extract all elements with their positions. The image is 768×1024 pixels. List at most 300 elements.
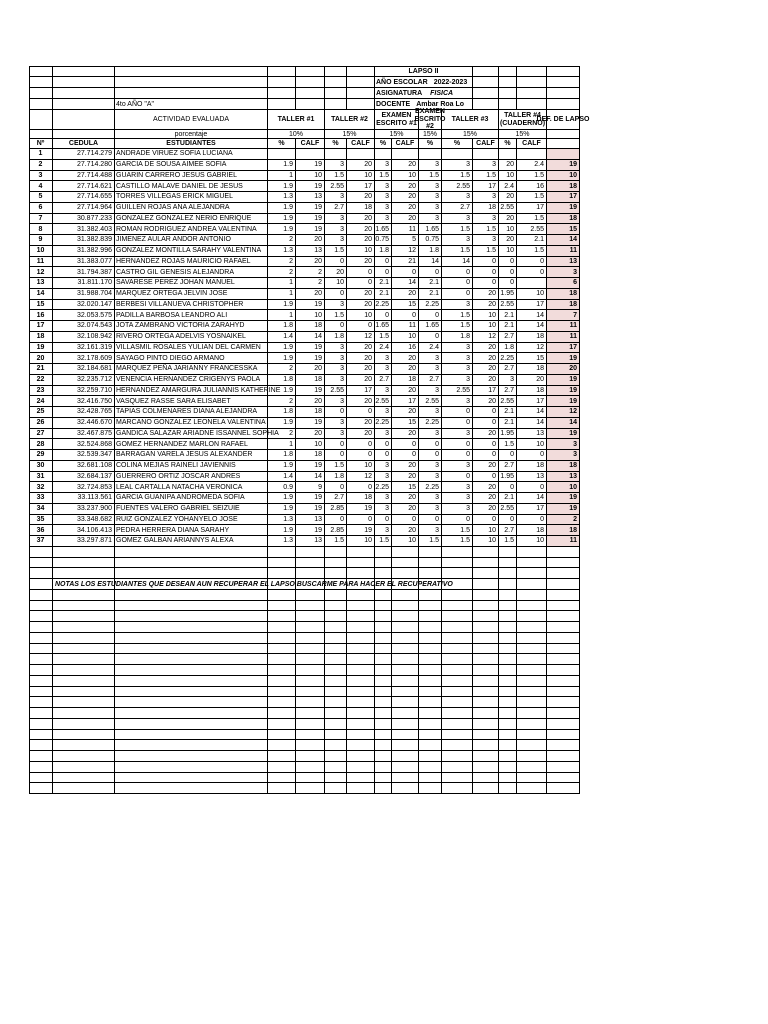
score-cell: 0 [473, 267, 499, 278]
score-cell: 2.25 [375, 300, 392, 311]
empty-cell [547, 687, 580, 698]
score-cell: 20 [473, 343, 499, 354]
cedula-cell: 32.446.670 [53, 418, 115, 429]
score-cell: 10 [296, 310, 325, 321]
row-number: 17 [29, 321, 53, 332]
empty-cell [53, 708, 115, 719]
col-pct: % [442, 139, 473, 149]
empty-cell [296, 568, 325, 579]
empty-cell [268, 676, 296, 687]
score-cell: 20 [347, 257, 375, 268]
empty-cell [347, 751, 375, 762]
score-cell: 20 [392, 429, 419, 440]
score-cell: 20 [473, 289, 499, 300]
final-grade-cell: 19 [547, 353, 580, 364]
empty-cell [419, 558, 442, 569]
empty-cell [29, 622, 53, 633]
score-cell: 10 [499, 224, 517, 235]
score-cell: 14 [296, 332, 325, 343]
empty-cell [517, 622, 547, 633]
score-cell: 2.4 [499, 181, 517, 192]
score-cell: 2.1 [375, 289, 392, 300]
empty-cell [419, 730, 442, 741]
empty-cell [392, 633, 419, 644]
score-cell: 17 [347, 181, 375, 192]
score-cell: 3 [419, 181, 442, 192]
empty-cell [442, 762, 473, 773]
score-cell: 13 [517, 472, 547, 483]
score-cell: 0 [473, 450, 499, 461]
empty-cell [375, 644, 392, 655]
final-grade-cell: 3 [547, 439, 580, 450]
score-cell: 1.5 [442, 171, 473, 182]
empty-cell [29, 66, 53, 77]
empty-cell [53, 730, 115, 741]
score-cell: 3 [419, 353, 442, 364]
score-cell: 20 [517, 375, 547, 386]
empty-cell [392, 687, 419, 698]
score-cell: 10 [517, 289, 547, 300]
cedula-cell: 31.988.704 [53, 289, 115, 300]
final-grade-cell: 18 [547, 300, 580, 311]
score-cell: 10 [392, 171, 419, 182]
activity-percentage: 15% [419, 130, 442, 139]
score-cell: 2.25 [499, 353, 517, 364]
score-cell: 1.3 [268, 192, 296, 203]
empty-cell [115, 783, 268, 794]
empty-cell [547, 740, 580, 751]
score-cell: 1.9 [268, 300, 296, 311]
final-grade-cell: 13 [547, 472, 580, 483]
score-cell: 2.85 [325, 504, 347, 515]
empty-cell [473, 654, 499, 665]
score-cell: 2 [268, 364, 296, 375]
score-cell: 5 [392, 235, 419, 246]
empty-cell [347, 611, 375, 622]
empty-cell [29, 708, 53, 719]
empty-cell [53, 665, 115, 676]
score-cell: 0 [375, 515, 392, 526]
score-cell: 10 [473, 525, 499, 536]
cedula-cell: 31.382.839 [53, 235, 115, 246]
empty-cell [473, 77, 499, 88]
student-name: SAYAGO PINTO DIEGO ARMANO [115, 353, 268, 364]
empty-cell [473, 665, 499, 676]
empty-cell [499, 77, 517, 88]
student-name: MARQUEZ PEÑA JARIANNY FRANCESSKA [115, 364, 268, 375]
score-cell: 3 [325, 353, 347, 364]
cedula-cell: 32.259.710 [53, 386, 115, 397]
final-grade-cell: 18 [547, 461, 580, 472]
empty-cell [268, 601, 296, 612]
subject-label: ASIGNATURA [376, 89, 423, 97]
empty-cell [547, 697, 580, 708]
final-grade-cell: 11 [547, 246, 580, 257]
score-cell: 20 [392, 525, 419, 536]
score-cell: 1.5 [375, 171, 392, 182]
score-cell: 0 [473, 257, 499, 268]
score-cell: 0 [517, 482, 547, 493]
score-cell: 10 [517, 536, 547, 547]
score-cell: 0 [419, 310, 442, 321]
score-cell: 0 [442, 439, 473, 450]
cedula-cell: 31.382.996 [53, 246, 115, 257]
empty-cell [547, 611, 580, 622]
empty-cell [392, 558, 419, 569]
score-cell: 3 [442, 461, 473, 472]
score-cell: 1.9 [268, 386, 296, 397]
row-number: 3 [29, 171, 53, 182]
school-year-value: 2022-2023 [433, 78, 468, 86]
score-cell: 3 [442, 300, 473, 311]
empty-cell [296, 751, 325, 762]
score-cell: 14 [442, 257, 473, 268]
student-name: MARQUEZ ORTEGA JELVIN JOSE [115, 289, 268, 300]
score-cell: 1.9 [268, 224, 296, 235]
student-name: GUARIN CARRERO JESUS GABRIEL [115, 171, 268, 182]
score-cell: 0 [517, 267, 547, 278]
score-cell: 0 [499, 482, 517, 493]
activity-percentage: 15% [325, 130, 375, 139]
score-cell: 3 [325, 375, 347, 386]
empty-cell [547, 633, 580, 644]
empty-cell [29, 611, 53, 622]
score-cell: 3 [375, 386, 392, 397]
empty-cell [325, 644, 347, 655]
score-cell: 3 [473, 192, 499, 203]
empty-cell [442, 644, 473, 655]
score-cell: 1 [268, 289, 296, 300]
score-cell: 3 [442, 482, 473, 493]
score-cell: 12 [392, 246, 419, 257]
empty-cell [347, 665, 375, 676]
score-cell: 1.9 [268, 461, 296, 472]
score-cell: 1.8 [268, 375, 296, 386]
score-cell: 1.8 [375, 246, 392, 257]
empty-cell [325, 687, 347, 698]
score-cell: 1.3 [268, 536, 296, 547]
score-cell: 2 [268, 429, 296, 440]
score-cell: 1.9 [268, 181, 296, 192]
score-cell: 2 [268, 235, 296, 246]
cedula-cell: 30.877.233 [53, 214, 115, 225]
score-cell: 2.7 [442, 203, 473, 214]
student-name: VENENCIA HERNANDEZ CRIGENYS PAOLA [115, 375, 268, 386]
score-cell [392, 149, 419, 160]
score-cell: 3 [419, 504, 442, 515]
row-number: 14 [29, 289, 53, 300]
final-grade-cell: 18 [547, 214, 580, 225]
score-cell: 20 [325, 267, 347, 278]
score-cell: 18 [296, 407, 325, 418]
score-cell: 1.5 [442, 310, 473, 321]
final-grade-cell: 17 [547, 343, 580, 354]
recovery-note: NOTAS LOS ESTUDIANTES QUE DESEAN AUN RECUPERAR EL LAPSO BUSCARME PARA HACER EL RECUPERATIVO [55, 581, 453, 588]
empty-cell [473, 751, 499, 762]
empty-cell [375, 697, 392, 708]
empty-cell [347, 730, 375, 741]
score-cell: 2.55 [375, 396, 392, 407]
empty-cell [325, 719, 347, 730]
row-number: 36 [29, 525, 53, 536]
score-cell: 20 [392, 160, 419, 171]
score-cell: 1.8 [268, 407, 296, 418]
empty-cell [53, 547, 115, 558]
empty-cell [296, 590, 325, 601]
empty-cell [115, 622, 268, 633]
score-cell: 19 [296, 525, 325, 536]
empty-cell [547, 708, 580, 719]
empty-cell [325, 697, 347, 708]
score-cell: 3 [442, 160, 473, 171]
empty-cell [325, 751, 347, 762]
score-cell: 3 [419, 214, 442, 225]
empty-cell [296, 77, 325, 88]
score-cell: 1.8 [268, 321, 296, 332]
empty-cell [517, 697, 547, 708]
empty-cell [392, 719, 419, 730]
activity-percentage: 15% [375, 130, 419, 139]
score-cell: 18 [517, 525, 547, 536]
empty-cell [547, 676, 580, 687]
score-cell: 3 [375, 472, 392, 483]
score-cell [268, 149, 296, 160]
cedula-cell: 32.681.108 [53, 461, 115, 472]
student-name: PADILLA BARBOSA LEANDRO ALI [115, 310, 268, 321]
empty-cell [547, 654, 580, 665]
score-cell: 3 [375, 504, 392, 515]
empty-cell [115, 751, 268, 762]
score-cell: 2.25 [419, 482, 442, 493]
empty-cell [347, 77, 375, 88]
cedula-cell: 27.714.488 [53, 171, 115, 182]
score-cell: 0 [442, 407, 473, 418]
score-cell: 20 [392, 353, 419, 364]
score-cell: 20 [347, 343, 375, 354]
score-cell: 3 [375, 160, 392, 171]
score-cell: 20 [296, 429, 325, 440]
score-cell: 0 [442, 267, 473, 278]
empty-cell [296, 697, 325, 708]
activity-name: TALLER #3 [442, 110, 499, 130]
score-cell: 0 [419, 515, 442, 526]
cedula-cell: 32.184.681 [53, 364, 115, 375]
empty-cell [517, 558, 547, 569]
score-cell: 10 [499, 171, 517, 182]
empty-cell [375, 601, 392, 612]
score-cell: 13 [517, 429, 547, 440]
score-cell: 3 [419, 203, 442, 214]
empty-cell [442, 590, 473, 601]
empty-cell [547, 590, 580, 601]
score-cell: 20 [296, 289, 325, 300]
teacher-value: Ambar Roa Lo [416, 100, 465, 108]
score-cell: 20 [392, 504, 419, 515]
empty-cell [268, 611, 296, 622]
score-cell [296, 149, 325, 160]
empty-cell [517, 665, 547, 676]
empty-cell [347, 99, 375, 110]
empty-cell [375, 558, 392, 569]
empty-cell [442, 601, 473, 612]
score-cell: 1.65 [375, 224, 392, 235]
empty-cell [325, 568, 347, 579]
activity-name: TALLER #4 (CUADERNO) [499, 110, 547, 130]
empty-cell [53, 77, 115, 88]
empty-cell [115, 547, 268, 558]
empty-cell [499, 88, 517, 99]
col-calf: CALF [473, 139, 499, 149]
score-cell: 10 [347, 536, 375, 547]
score-cell: 20 [296, 364, 325, 375]
empty-cell [375, 783, 392, 794]
score-cell: 3 [325, 364, 347, 375]
empty-cell [347, 568, 375, 579]
empty-cell [547, 66, 580, 77]
empty-cell [53, 676, 115, 687]
final-grade-cell: 14 [547, 418, 580, 429]
score-cell: 1 [268, 278, 296, 289]
activity-name: EXAMEN ESCRITO #1 [375, 110, 419, 130]
empty-cell [499, 730, 517, 741]
score-cell: 2.1 [517, 235, 547, 246]
row-number: 16 [29, 310, 53, 321]
empty-cell [392, 762, 419, 773]
empty-cell [517, 88, 547, 99]
score-cell: 18 [347, 203, 375, 214]
empty-cell [499, 611, 517, 622]
empty-cell [115, 762, 268, 773]
empty-cell [375, 740, 392, 751]
score-cell: 0 [375, 450, 392, 461]
row-number: 21 [29, 364, 53, 375]
empty-cell [325, 590, 347, 601]
score-cell: 18 [296, 375, 325, 386]
empty-cell [53, 697, 115, 708]
score-cell: 2.1 [499, 407, 517, 418]
score-cell: 0.75 [419, 235, 442, 246]
empty-cell [499, 762, 517, 773]
score-cell: 10 [347, 171, 375, 182]
score-cell: 1.9 [268, 418, 296, 429]
row-number: 28 [29, 439, 53, 450]
row-number: 19 [29, 343, 53, 354]
empty-cell [499, 773, 517, 784]
empty-cell [115, 590, 268, 601]
empty-cell [29, 77, 53, 88]
student-name: BERBESI VILLANUEVA CHRISTOPHER [115, 300, 268, 311]
empty-cell [375, 773, 392, 784]
score-cell: 0 [442, 515, 473, 526]
empty-cell [268, 751, 296, 762]
empty-cell [419, 590, 442, 601]
col-pct: % [499, 139, 517, 149]
score-cell: 3 [442, 192, 473, 203]
score-cell: 1.5 [442, 525, 473, 536]
cedula-cell: 32.235.712 [53, 375, 115, 386]
empty-cell [29, 88, 53, 99]
score-cell: 0 [325, 321, 347, 332]
empty-cell [547, 751, 580, 762]
student-name: FUENTES VALERO GABRIEL SEIZUIE [115, 504, 268, 515]
cedula-cell: 32.684.137 [53, 472, 115, 483]
empty-cell [296, 730, 325, 741]
col-calf: CALF [347, 139, 375, 149]
empty-cell [517, 99, 547, 110]
empty-cell [419, 611, 442, 622]
empty-cell [347, 66, 375, 77]
score-cell: 0 [442, 289, 473, 300]
score-cell: 20 [296, 396, 325, 407]
empty-cell [419, 601, 442, 612]
empty-cell [499, 579, 517, 590]
empty-cell [473, 644, 499, 655]
empty-cell [53, 88, 115, 99]
score-cell: 1.5 [442, 536, 473, 547]
empty-cell [325, 762, 347, 773]
empty-cell [517, 568, 547, 579]
score-cell: 1.9 [268, 353, 296, 364]
score-cell: 0 [392, 515, 419, 526]
score-cell: 0 [347, 321, 375, 332]
score-cell: 0 [473, 515, 499, 526]
final-grade-cell: 17 [547, 192, 580, 203]
empty-cell [442, 611, 473, 622]
final-grade-cell: 3 [547, 267, 580, 278]
empty-cell [296, 708, 325, 719]
score-cell: 3 [442, 429, 473, 440]
final-grade-cell: 12 [547, 407, 580, 418]
student-name: CASTRO GIL GENESIS ALEJANDRA [115, 267, 268, 278]
score-cell [517, 278, 547, 289]
empty-cell [29, 740, 53, 751]
row-number: 23 [29, 386, 53, 397]
empty-cell [499, 751, 517, 762]
student-name: JOTA ZAMBRANO VICTORIA ZARAHYD [115, 321, 268, 332]
empty-cell [419, 654, 442, 665]
score-cell: 1.8 [325, 332, 347, 343]
empty-cell [442, 547, 473, 558]
student-name: SAVARESE PEREZ JOHAN MANUEL [115, 278, 268, 289]
empty-cell [53, 783, 115, 794]
score-cell: 1.4 [268, 332, 296, 343]
score-cell: 13 [296, 192, 325, 203]
score-cell: 3 [375, 429, 392, 440]
empty-cell [325, 783, 347, 794]
empty-cell [347, 719, 375, 730]
empty-cell [53, 740, 115, 751]
score-cell: 10 [296, 439, 325, 450]
empty-cell [347, 687, 375, 698]
empty-cell [547, 773, 580, 784]
score-cell: 3 [419, 192, 442, 203]
score-cell: 0 [392, 450, 419, 461]
student-name: ANDRADE VIRUEZ SOFIA LUCIANA [115, 149, 268, 160]
empty-cell [499, 687, 517, 698]
empty-cell [419, 633, 442, 644]
score-cell: 3 [325, 429, 347, 440]
empty-cell [53, 773, 115, 784]
empty-cell [473, 99, 499, 110]
empty-cell [375, 708, 392, 719]
score-cell: 20 [473, 375, 499, 386]
score-cell: 18 [517, 386, 547, 397]
score-cell: 1.9 [268, 214, 296, 225]
empty-cell [419, 762, 442, 773]
score-cell: 1.9 [268, 525, 296, 536]
row-number: 27 [29, 429, 53, 440]
col-pct: % [325, 139, 347, 149]
